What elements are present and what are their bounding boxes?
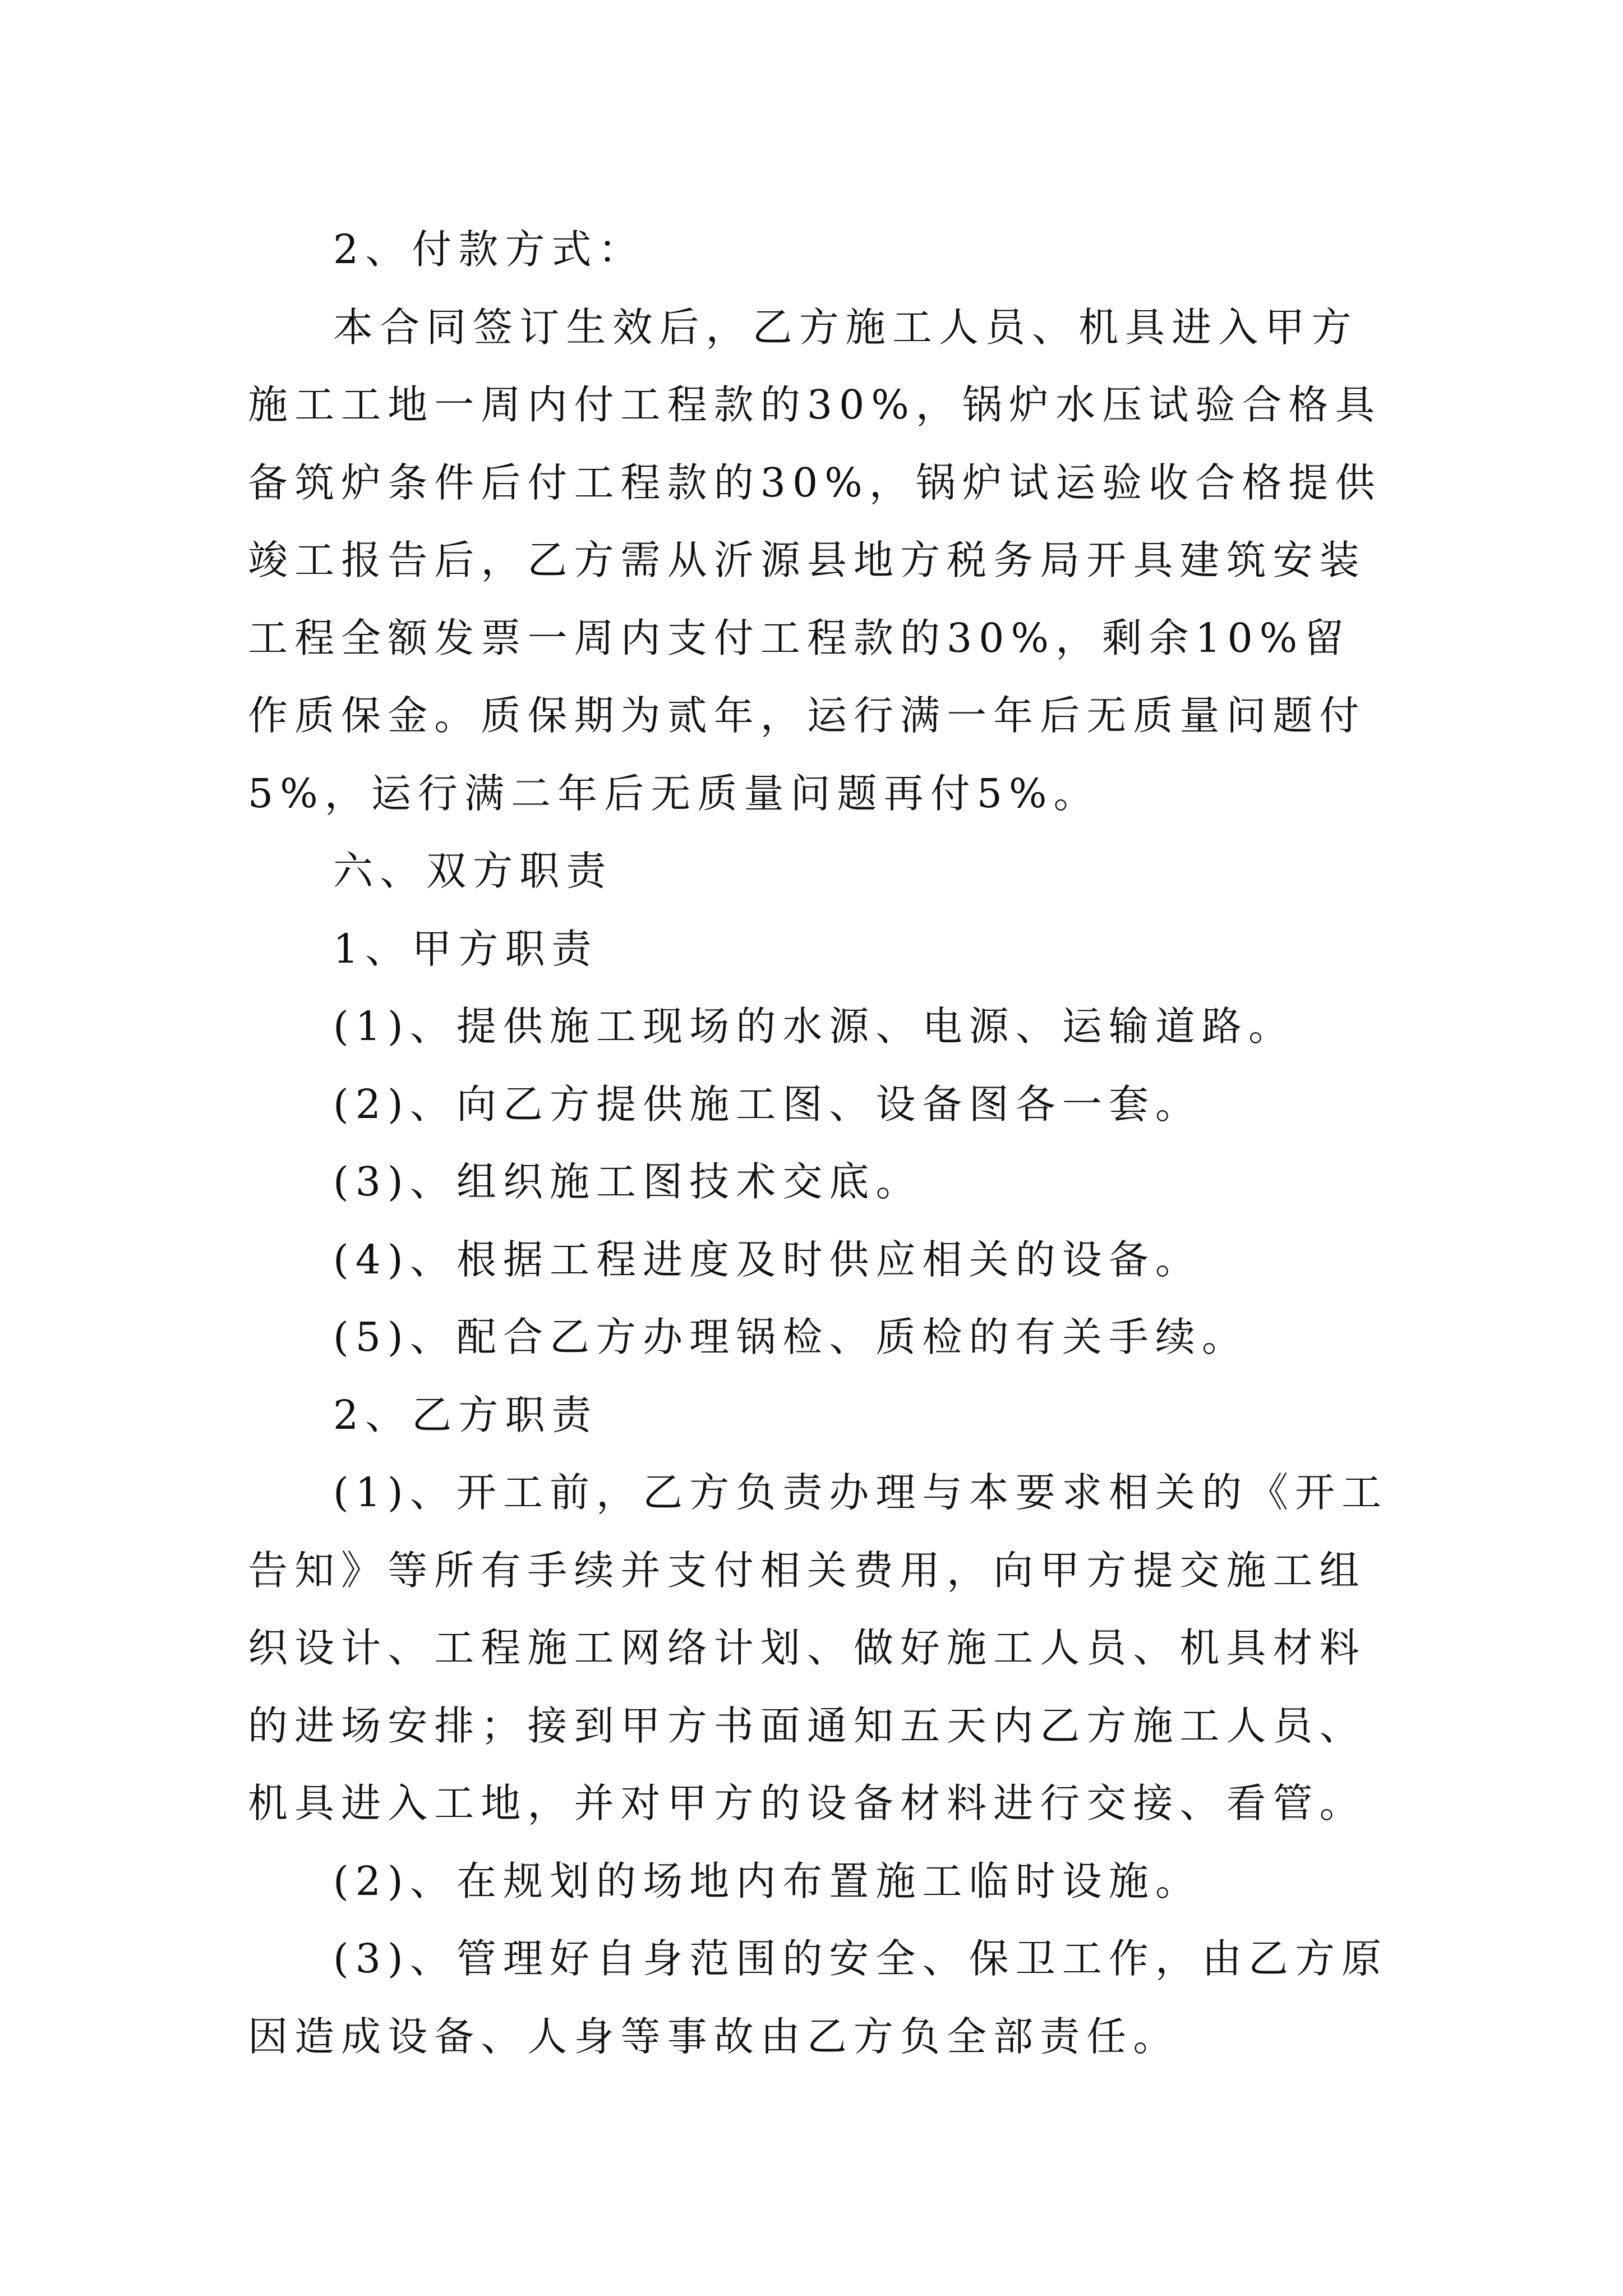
party-b-duty-item: (3)、管理好自身范围的安全、保卫工作，由乙方原因造成设备、人身等事故由乙方负全部责任。 [248,1935,1389,2060]
party-a-duty-item: (5)、配合乙方办理锅检、质检的有关手续。 [333,1314,1249,1360]
party-a-duty-item: (2)、向乙方提供施工图、设备图各一套。 [333,1080,1202,1128]
duties-section-heading: 六、双方职责 [333,848,613,894]
party-b-duty-item: (1)、开工前，乙方负责办理与本要求相关的《开工告知》等所有手续并支付相关费用，向甲方提交施工组织设计、工程施工网络计划、做好施工人员、机具材料的进场安排；接到甲方书面通知五天内乙方施工人员、机具进入工地，并对甲方的设备材料进行交接、看管。 [248,1469,1389,1826]
payment-terms-paragraph: 本合同签订生效后，乙方施工人员、机具进入甲方施工工地一周内付工程款的30%，锅炉水压试验合格具备筑炉条件后付工程款的30%，锅炉试运验收合格提供竣工报告后，乙方需从沂源县地方税务局开具建筑安装工程全额发票一周内支付工程款的30%，剩余10%留作质保金。质保期为贰年，运行满一年后无质量问题付5%，运行满二年后无质量问题再付5%。 [248,303,1382,817]
party-a-duty-item: (3)、组织施工图技术交底。 [333,1158,923,1205]
party-a-duties-heading: 1、甲方职责 [333,925,598,972]
party-b-duty-item: (2)、在规划的场地内布置施工临时设施。 [333,1857,1202,1904]
party-b-duties-heading: 2、乙方职责 [333,1391,598,1438]
payment-method-heading: 2、付款方式： [333,226,645,273]
party-a-duty-item: (1)、提供施工现场的水源、电源、运输道路。 [333,1003,1295,1050]
party-a-duty-item: (4)、根据工程进度及时供应相关的设备。 [333,1236,1202,1283]
document-body [248,211,1389,2076]
